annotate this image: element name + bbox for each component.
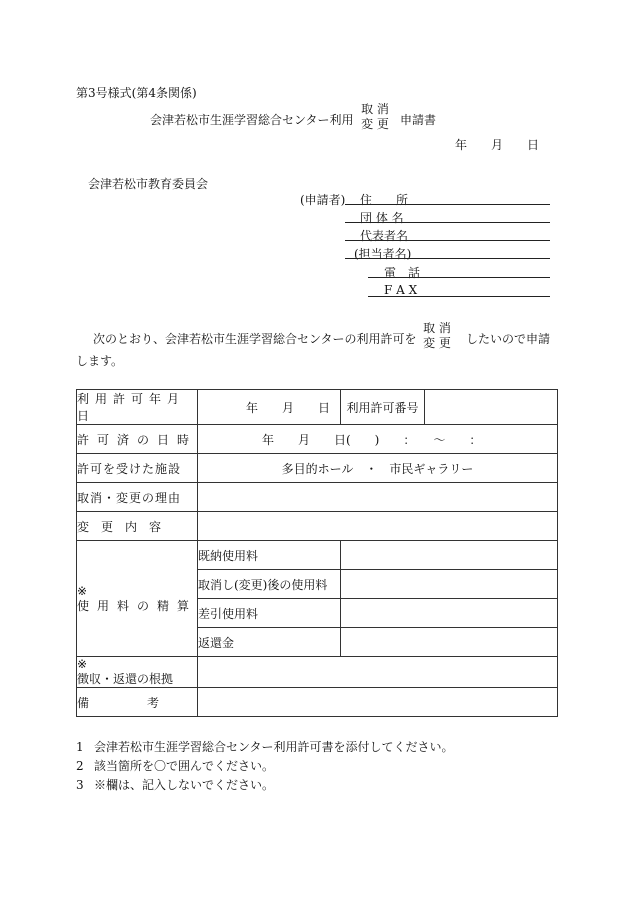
- permitted-datetime-value-cell[interactable]: [198, 425, 558, 454]
- table-row: [77, 454, 558, 483]
- body-options: [422, 321, 452, 351]
- title-options: [361, 102, 389, 132]
- note-item: [76, 757, 454, 776]
- basis-label: 徴収・返還の根拠: [77, 672, 174, 686]
- body-option-change: 変 更: [423, 336, 451, 350]
- permitted-datetime-value: 年 月 日( ) ： ～ ：: [262, 432, 482, 447]
- fee-item-after-cell: [198, 570, 341, 599]
- title-prefix: 会津若松市生涯学習総合センター利用: [150, 113, 354, 127]
- application-table: [76, 389, 558, 717]
- remarks-label: 備 考: [77, 695, 162, 710]
- reason-label: 取消・変更の理由: [77, 490, 182, 505]
- permit-date-value-cell[interactable]: [198, 390, 341, 425]
- table-row: [77, 483, 558, 512]
- facility-value: 多目的ホール ・ 市民ギャラリー: [281, 461, 474, 476]
- reason-label-cell: [77, 483, 198, 512]
- applicant-group-line[interactable]: [345, 209, 550, 223]
- fee-item-refund-value[interactable]: [341, 628, 558, 657]
- permit-number-label-cell: [341, 390, 425, 425]
- remarks-label-cell: [77, 688, 198, 717]
- table-row: [77, 512, 558, 541]
- body-text-1: 次のとおり、会津若松市生涯学習総合センターの利用許可を: [93, 332, 417, 346]
- fee-item-refund: 返還金: [198, 635, 235, 650]
- note-text: ※欄は、記入しないでください。: [94, 778, 275, 792]
- note-item: [76, 738, 454, 757]
- title-option-change: 変 更: [361, 117, 389, 131]
- date-month: 月: [491, 138, 504, 152]
- fee-item-difference-cell: [198, 599, 341, 628]
- permit-date-label: 利用許可年月日: [77, 392, 186, 423]
- note-text: 会津若松市生涯学習総合センター利用許可書を添付してください。: [94, 740, 454, 754]
- basis-value-cell[interactable]: [198, 657, 558, 688]
- applicant-address-line[interactable]: [345, 191, 550, 205]
- note-item: [76, 776, 454, 795]
- fee-item-after-value[interactable]: [341, 570, 558, 599]
- permitted-datetime-label: 許可済の日時: [77, 432, 198, 447]
- table-row: [77, 425, 558, 454]
- facility-label-cell: [77, 454, 198, 483]
- applicant-address-label: 住 所: [360, 193, 409, 207]
- body-text-3: します。: [76, 354, 124, 368]
- applicant-representative-line[interactable]: [345, 227, 550, 241]
- fee-item-paid: 既納使用料: [198, 548, 259, 563]
- table-row: [77, 390, 558, 425]
- applicant-contact-label: (担当者名): [354, 247, 412, 261]
- table-row: [77, 541, 558, 570]
- permitted-datetime-label-cell: [77, 425, 198, 454]
- change-content-label: 変 更 内 容: [77, 519, 162, 534]
- applicant-fax-line[interactable]: [368, 283, 550, 297]
- fee-item-difference: 差引使用料: [198, 606, 259, 621]
- fee-settlement-label-cell: [77, 541, 198, 657]
- permit-number-value-cell[interactable]: [425, 390, 558, 425]
- fee-settlement-label: 使用料の精算: [77, 598, 198, 613]
- remarks-value-cell[interactable]: [198, 688, 558, 717]
- applicant-phone-label: 電 話: [384, 266, 421, 280]
- table-row: [77, 688, 558, 717]
- basis-mark: ※: [77, 657, 88, 671]
- date-year: 年: [455, 138, 468, 152]
- permit-date-month: 月: [282, 401, 295, 415]
- fee-item-difference-value[interactable]: [341, 599, 558, 628]
- form-number: 第3号様式(第4条関係): [76, 86, 197, 100]
- table-row: [77, 657, 558, 688]
- facility-label: 許可を受けた施設: [77, 461, 182, 476]
- applicant-label: (申請者): [300, 193, 346, 207]
- permit-date-day: 日: [318, 401, 331, 415]
- notes-list: [76, 738, 454, 795]
- permit-number-label: 利用許可番号: [346, 400, 419, 415]
- body-option-cancel: 取 消: [423, 321, 451, 335]
- facility-value-cell[interactable]: [198, 454, 558, 483]
- applicant-fax-label: F A X: [384, 283, 418, 297]
- applicant-representative-label: 代表者名: [360, 229, 409, 243]
- change-content-label-cell: [77, 512, 198, 541]
- note-number: 1: [76, 740, 84, 754]
- fee-item-refund-cell: [198, 628, 341, 657]
- fee-item-after: 取消し(変更)後の使用料: [198, 577, 328, 592]
- fee-item-paid-value[interactable]: [341, 541, 558, 570]
- permit-date-year: 年: [246, 401, 259, 415]
- addressee: 会津若松市教育委員会: [88, 177, 209, 191]
- fee-item-paid-cell: [198, 541, 341, 570]
- permit-date-label-cell: [77, 390, 198, 425]
- title-option-cancel: 取 消: [361, 102, 389, 116]
- title-suffix: 申請書: [400, 113, 437, 127]
- fee-settlement-mark: ※: [77, 583, 88, 598]
- change-content-value-cell[interactable]: [198, 512, 558, 541]
- applicant-contact-line[interactable]: [345, 245, 550, 259]
- reason-value-cell[interactable]: [198, 483, 558, 512]
- note-text: 該当箇所を〇で囲んでください。: [94, 759, 275, 773]
- note-number: 2: [76, 759, 84, 773]
- note-number: 3: [76, 778, 84, 792]
- applicant-group-label: 団 体 名: [360, 211, 404, 225]
- body-text-2: したいので申請: [466, 332, 551, 346]
- basis-label-cell: [77, 657, 198, 688]
- applicant-phone-line[interactable]: [368, 264, 550, 278]
- date-day: 日: [527, 138, 540, 152]
